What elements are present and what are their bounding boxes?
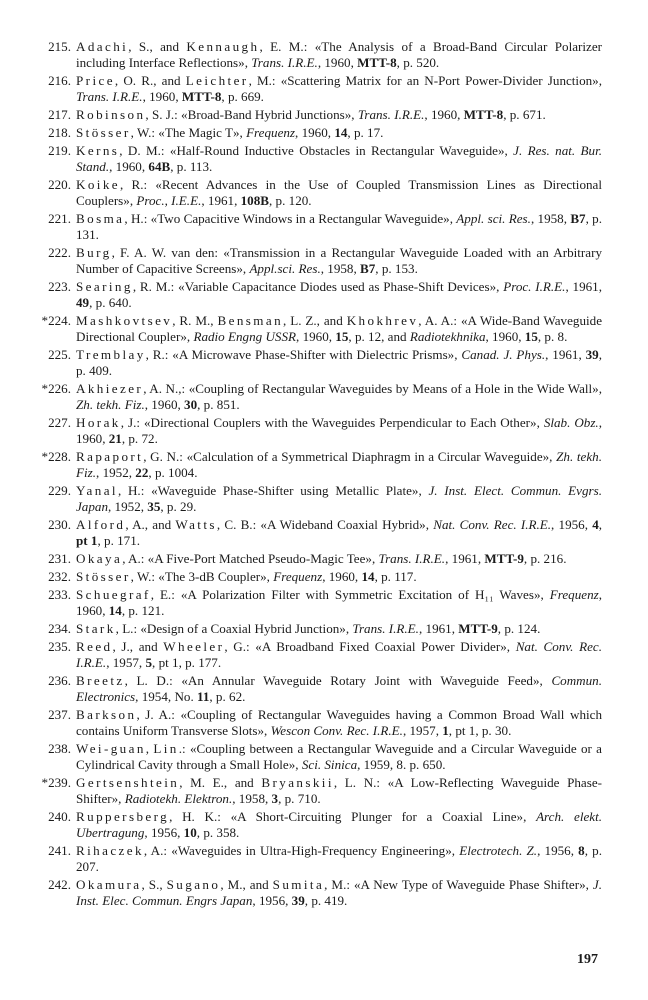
reference-text: , p. 113.	[170, 158, 213, 174]
journal-title: J. Inst. Elect. Commun. Evgrs. Japan	[76, 483, 602, 515]
reference-text: , p. 207.	[76, 842, 602, 875]
reference-item	[28, 279, 602, 312]
author-name: Bensman	[217, 312, 284, 328]
volume-number: 108B	[240, 192, 269, 208]
reference-item	[28, 517, 602, 550]
reference-text: , A.: «A Five-Port Matched Pseudo-Magic Tee»,	[122, 551, 379, 567]
volume-number: 1	[442, 723, 449, 739]
reference-list	[28, 39, 602, 911]
reference-number: 222.	[48, 244, 71, 260]
author-name: Lin	[153, 740, 179, 756]
journal-title: Zh. tekh. Fiz.	[76, 449, 602, 481]
reference-text: , W.: «The 3-dB Coupler»,	[130, 569, 274, 585]
reference-number: 219.	[48, 142, 71, 158]
journal-title: Radiotekh. Elektron.	[124, 791, 233, 807]
reference-text: , R.: «A Microwave Phase-Shifter with Dielectric Prisms»,	[145, 346, 462, 362]
author-name: Stösser	[76, 124, 131, 140]
volume-number: 8	[578, 842, 585, 858]
journal-title: Arch. elekt. Ubertragung	[76, 808, 602, 841]
reference-number: 238.	[48, 740, 71, 756]
journal-title: Appl. sci. Res.	[456, 210, 531, 226]
journal-title: Appl.sci. Res.	[249, 261, 321, 277]
reference-text: , O. R., and	[114, 73, 186, 89]
reference-number: *224.	[41, 312, 71, 328]
volume-number: pt 1	[76, 533, 98, 549]
journal-title: Sci. Sinica	[301, 757, 358, 773]
reference-text: , 1961,	[565, 278, 602, 294]
reference-text: ,	[598, 517, 603, 533]
author-name: Mashkovtsev	[76, 312, 173, 328]
journal-title: Radio Engng USSR	[193, 329, 297, 345]
reference-text: , p. 62.	[209, 688, 246, 704]
journal-title: Nat. Conv. Rec. I.R.E.	[76, 638, 602, 670]
volume-number: 39	[585, 346, 599, 362]
author-name: Breetz	[76, 672, 125, 688]
reference-item	[28, 809, 602, 842]
volume-number: 14	[108, 603, 122, 619]
journal-title: Frequenz	[246, 124, 296, 140]
reference-text: , p. 710.	[278, 791, 321, 807]
reference-text: , p. 640.	[89, 295, 132, 311]
reference-text: , p. 419.	[304, 893, 348, 909]
author-name: Adachi	[76, 39, 129, 54]
reference-number: 234.	[48, 620, 71, 636]
author-name: Sumita	[272, 877, 325, 893]
journal-title: Trans. I.R.E.	[76, 89, 143, 105]
author-name: Stark	[76, 620, 116, 636]
reference-text: , L. Z., and	[283, 312, 347, 328]
reference-number: *226.	[41, 381, 71, 397]
reference-text: , p. 29.	[160, 499, 197, 515]
reference-text: , p. 153.	[375, 261, 418, 277]
reference-text: .: «Coupling between a Rectangular Waveguide and a Circular Waveguide or a Cylindrical Cavity through a Small Hole»,	[76, 740, 602, 773]
reference-text: , 1961,	[545, 346, 586, 362]
author-name: Watts	[175, 517, 217, 533]
reference-number: 220.	[48, 176, 71, 192]
reference-item	[28, 621, 602, 637]
volume-number: 30	[184, 397, 198, 413]
reference-text: , S.,	[141, 877, 167, 893]
journal-title: Canad. J. Phys.	[461, 346, 546, 362]
reference-number: 241.	[48, 842, 71, 858]
reference-item	[28, 569, 602, 585]
journal-title: J. Inst. Elec. Commun. Engrs Japan	[76, 877, 602, 909]
reference-text: , 1954, No.	[135, 688, 197, 704]
reference-number: 227.	[48, 415, 71, 431]
author-name: Burg	[76, 244, 112, 260]
reference-item	[28, 843, 602, 876]
reference-text: , 1961,	[201, 192, 241, 208]
reference-item	[28, 125, 602, 141]
reference-number: 216.	[48, 73, 71, 89]
reference-text: , M.: «A New Type of Waveguide Phase Shifter»,	[324, 877, 593, 893]
reference-text: , 1961,	[418, 620, 459, 636]
reference-text: , 1952,	[108, 499, 148, 515]
journal-title: Trans. I.R.E.	[352, 620, 419, 636]
reference-text: , S., and	[128, 39, 187, 54]
reference-text: , A.: «Waveguides in Ultra-High-Frequency Engineering»,	[143, 842, 460, 858]
reference-number: 232.	[48, 569, 71, 585]
author-name: Reed	[76, 638, 113, 654]
volume-number: 35	[147, 499, 161, 515]
reference-text: , J. A.: «Coupling of Rectangular Waveguides having a Common Broad Wall which contains Uniform Transverse Slots»,	[76, 706, 602, 739]
reference-number: 231.	[48, 551, 71, 567]
reference-text: , 1956,	[537, 842, 579, 858]
volume-number: 49	[76, 295, 90, 311]
reference-item	[28, 775, 602, 808]
author-name: Alford	[76, 517, 126, 533]
author-name: Robinson	[76, 107, 146, 123]
journal-title: Trans. I.R.E.	[357, 107, 425, 123]
reference-text: , p. 358.	[196, 825, 240, 841]
reference-number: 215.	[48, 39, 71, 54]
volume-number: MTT-9	[458, 620, 498, 636]
reference-text: , G. N.: «Calculation of a Symmetrical Diaphragm in a Circular Waveguide»,	[143, 449, 557, 465]
reference-text: , p. 669.	[221, 89, 264, 105]
reference-text: , 1960,	[144, 397, 185, 413]
reference-text: , 1960,	[76, 586, 602, 619]
author-name: Price	[76, 73, 115, 89]
journal-title: Nat. Conv. Rec. I.R.E.	[433, 517, 552, 533]
journal-title: Trans. I.R.E.	[378, 551, 446, 567]
reference-text: , p. 124.	[497, 620, 541, 636]
author-name: Wheeler	[163, 638, 225, 654]
reference-text: , M. E., and	[179, 774, 262, 790]
reference-text: , 1960,	[485, 329, 525, 345]
reference-text: , 1958,	[530, 210, 571, 226]
reference-text: , 1960,	[109, 158, 149, 174]
reference-number: 223.	[48, 278, 71, 294]
author-name: Wei-guan	[76, 740, 146, 756]
reference-text: , 1956,	[551, 517, 593, 533]
reference-number: *239.	[41, 774, 71, 790]
reference-text: , A., and	[125, 517, 176, 533]
reference-text: ,	[145, 740, 154, 756]
journal-title: Proc., I.E.E.	[136, 192, 202, 208]
reference-item	[28, 177, 602, 210]
reference-text: , p. 131.	[76, 210, 603, 243]
author-name: Rihaczek	[76, 842, 144, 858]
reference-text: , 1958,	[320, 261, 360, 277]
volume-number: 11	[197, 688, 210, 704]
reference-text: , S. J.: «Broad-Band Hybrid Junctions»,	[145, 107, 358, 123]
reference-item	[28, 39, 602, 72]
volume-number: 39	[291, 893, 305, 909]
reference-number: 240.	[48, 808, 71, 824]
reference-text: , p. 120.	[269, 192, 312, 208]
volume-number: 5	[145, 654, 153, 670]
reference-item	[28, 673, 602, 706]
author-name: Leichter	[185, 73, 249, 89]
reference-text: , A. N.,: «Coupling of Rectangular Waveguides by Means of a Hole in the Wide Wall»,	[143, 381, 602, 397]
reference-text: , p. 117.	[374, 569, 417, 585]
reference-text: , J.: «Directional Couplers with the Waveguides Perpendicular to Each Other»,	[120, 415, 544, 431]
reference-item	[28, 107, 602, 123]
journal-title: Electrotech. Z.	[459, 842, 538, 858]
journal-title: Zh. tekh. Fiz.	[76, 397, 145, 413]
reference-text: , p. 851.	[197, 397, 240, 413]
reference-text: , 1958,	[232, 791, 272, 807]
reference-number: 229.	[48, 483, 71, 499]
journal-title: J. Res. nat. Bur. Stand.	[76, 142, 602, 174]
reference-text: , C. B.: «A Wideband Coaxial Hybrid»,	[216, 517, 434, 533]
author-name: Sugano	[166, 877, 221, 893]
journal-title: Frequenz	[549, 586, 599, 602]
author-name: Akhiezer	[76, 381, 144, 397]
reference-text: , 1957,	[402, 723, 443, 739]
reference-text: , p. 121.	[121, 603, 165, 619]
reference-item	[28, 415, 602, 448]
reference-text: , D. M.: «Half-Round Inductive Obstacles in Rectangular Waveguide»,	[119, 142, 514, 158]
volume-number: 4	[592, 517, 599, 533]
reference-number: 230.	[48, 517, 71, 533]
volume-number: B7	[570, 210, 586, 226]
reference-text: , R. M.: «Variable Capacitance Diodes used as Phase-Shift Devices»,	[132, 278, 504, 294]
reference-text: , 1960,	[295, 124, 335, 140]
volume-number: MTT-8	[463, 107, 504, 123]
reference-text: , p. 17.	[347, 124, 384, 140]
volume-number: 64B	[148, 158, 171, 174]
reference-text: , M.: «Scattering Matrix for an N-Port Power-Divider Junction»,	[248, 73, 602, 89]
author-name: Tremblay	[76, 346, 146, 362]
page-number: 197	[577, 952, 598, 967]
reference-text: , 1960,	[322, 569, 362, 585]
journal-title: Radiotekhnika	[409, 329, 486, 345]
reference-text: , L.: «Design of a Coaxial Hybrid Junction»,	[115, 620, 353, 636]
reference-number: 225.	[48, 346, 71, 362]
author-name: Gertsenshtein	[76, 774, 180, 790]
reference-text: , 1956,	[252, 893, 292, 909]
journal-title: Wescon Conv. Rec. I.R.E.	[270, 723, 403, 739]
reference-text: , H. K.: «A Short-Circuiting Plunger for a Coaxial Line»,	[169, 808, 537, 824]
reference-text: , J., and	[112, 638, 164, 654]
reference-item	[28, 381, 602, 414]
reference-text: , 1952,	[96, 465, 136, 481]
author-name: Horak	[76, 415, 121, 431]
reference-item	[28, 313, 602, 346]
author-name: Yanal	[76, 483, 118, 499]
reference-item	[28, 483, 602, 516]
author-name: Schuegraf	[76, 586, 151, 602]
author-name: Bryanskii	[261, 774, 334, 790]
journal-title: Commun. Electronics	[76, 672, 602, 704]
volume-number: B7	[360, 261, 376, 277]
reference-text: , pt 1, p. 30.	[448, 723, 512, 739]
reference-number: 233.	[48, 586, 71, 602]
reference-item	[28, 347, 602, 380]
author-name: Ruppersberg	[76, 808, 170, 824]
author-name: Khokhrev	[346, 312, 419, 328]
reference-text: , L. D.: «An Annular Waveguide Rotary Joint with Waveguide Feed»,	[124, 672, 552, 688]
author-name: Kerns	[76, 142, 120, 158]
reference-text: , L. N.: «A Low-Reflecting Waveguide Phase-Shifter»,	[76, 774, 602, 807]
reference-text: , p. 409.	[76, 346, 602, 379]
volume-number: 3	[271, 791, 279, 807]
journal-title: Slab. Obz.	[543, 415, 599, 431]
reference-number: 218.	[48, 124, 71, 140]
author-name: Kennaugh	[186, 39, 260, 54]
volume-number: MTT-8	[357, 55, 397, 71]
volume-number: 14	[361, 569, 375, 585]
author-name: Okamura	[76, 877, 142, 893]
volume-number: 10	[183, 825, 197, 841]
journal-title: Frequenz	[273, 569, 323, 585]
reference-text: , 1959, 8. p. 650.	[357, 757, 446, 773]
reference-text: , W.: «The Magic T»,	[130, 124, 247, 140]
reference-text: , 1961,	[445, 551, 485, 567]
volume-number: MTT-8	[181, 89, 222, 105]
reference-text: , p. 171.	[97, 533, 141, 549]
reference-text: , pt 1, p. 177.	[152, 654, 222, 670]
volume-number: 15	[335, 329, 349, 345]
reference-text: , p. 72.	[121, 431, 158, 447]
reference-number: 237.	[48, 706, 71, 722]
reference-item	[28, 143, 602, 176]
author-name: Barkson	[76, 706, 137, 722]
reference-text: , 1956,	[144, 825, 184, 841]
reference-text: , p. 12, and	[348, 329, 410, 345]
reference-item	[28, 551, 602, 567]
volume-number: MTT-9	[484, 551, 524, 567]
reference-text: , H.: «Two Capacitive Windows in a Rectangular Waveguide»,	[124, 210, 457, 226]
reference-text: , E. M.: «The Analysis of a Broad-Band Circular Polarizer including Interface Reflections»,	[76, 39, 602, 71]
volume-number: 22	[135, 465, 149, 481]
reference-text: , 1957,	[106, 654, 146, 670]
reference-text: , R.: «Recent Advances in the Use of Coupled Transmission Lines as Directional Couplers»,	[76, 176, 602, 208]
author-name: Okaya	[76, 551, 123, 567]
volume-number: 21	[108, 431, 122, 447]
reference-text: , G.: «A Broadband Fixed Coaxial Power Divider»,	[224, 638, 516, 654]
reference-number: *228.	[41, 449, 71, 465]
reference-item	[28, 639, 602, 672]
reference-text: , E.: «A Polarization Filter with Symmetric Excitation of H₁₁ Waves»,	[150, 586, 550, 602]
reference-text: , 1960,	[296, 329, 336, 345]
volume-number: 14	[334, 124, 348, 140]
author-name: Searing	[76, 278, 133, 294]
reference-text: , M., and	[220, 877, 273, 893]
journal-title: Trans. I.R.E.	[251, 55, 318, 71]
reference-number: 217.	[48, 107, 71, 123]
author-name: Bosma	[76, 210, 125, 226]
author-name: Stösser	[76, 569, 131, 585]
reference-number: 221.	[48, 210, 71, 226]
reference-text: , 1960,	[142, 89, 182, 105]
reference-item	[28, 73, 602, 106]
reference-number: 235.	[48, 638, 71, 654]
reference-text: , 1960,	[424, 107, 464, 123]
reference-text: , 1960,	[76, 415, 602, 447]
reference-text: , p. 520.	[396, 55, 440, 71]
reference-item	[28, 245, 602, 278]
author-name: Koike	[76, 176, 120, 192]
reference-item	[28, 877, 602, 910]
reference-item	[28, 707, 602, 740]
reference-item	[28, 741, 602, 774]
reference-number: 242.	[48, 877, 71, 893]
reference-text: , 1960,	[317, 55, 358, 71]
reference-number: 236.	[48, 672, 71, 688]
volume-number: 15	[524, 329, 538, 345]
reference-text: , p. 671.	[503, 107, 546, 123]
reference-item	[28, 211, 602, 244]
journal-title: Proc. I.R.E.	[503, 278, 566, 294]
reference-item	[28, 449, 602, 482]
reference-text: , H.: «Waveguide Phase-Shifter using Metallic Plate»,	[117, 483, 429, 499]
reference-text: , p. 1004.	[148, 465, 198, 481]
author-name: Rapaport	[76, 449, 144, 465]
reference-text: , F. A. W. van den: «Transmission in a Rectangular Waveguide Loaded with an Arbitrary Number of Capacitive Screens»,	[76, 244, 602, 277]
reference-item	[28, 587, 602, 620]
reference-text: , p. 216.	[523, 551, 567, 567]
reference-text: , A. A.: «A Wide-Band Waveguide Directional Coupler»,	[76, 312, 603, 345]
reference-text: , p. 8.	[537, 329, 568, 345]
reference-text: , R. M.,	[172, 312, 218, 328]
